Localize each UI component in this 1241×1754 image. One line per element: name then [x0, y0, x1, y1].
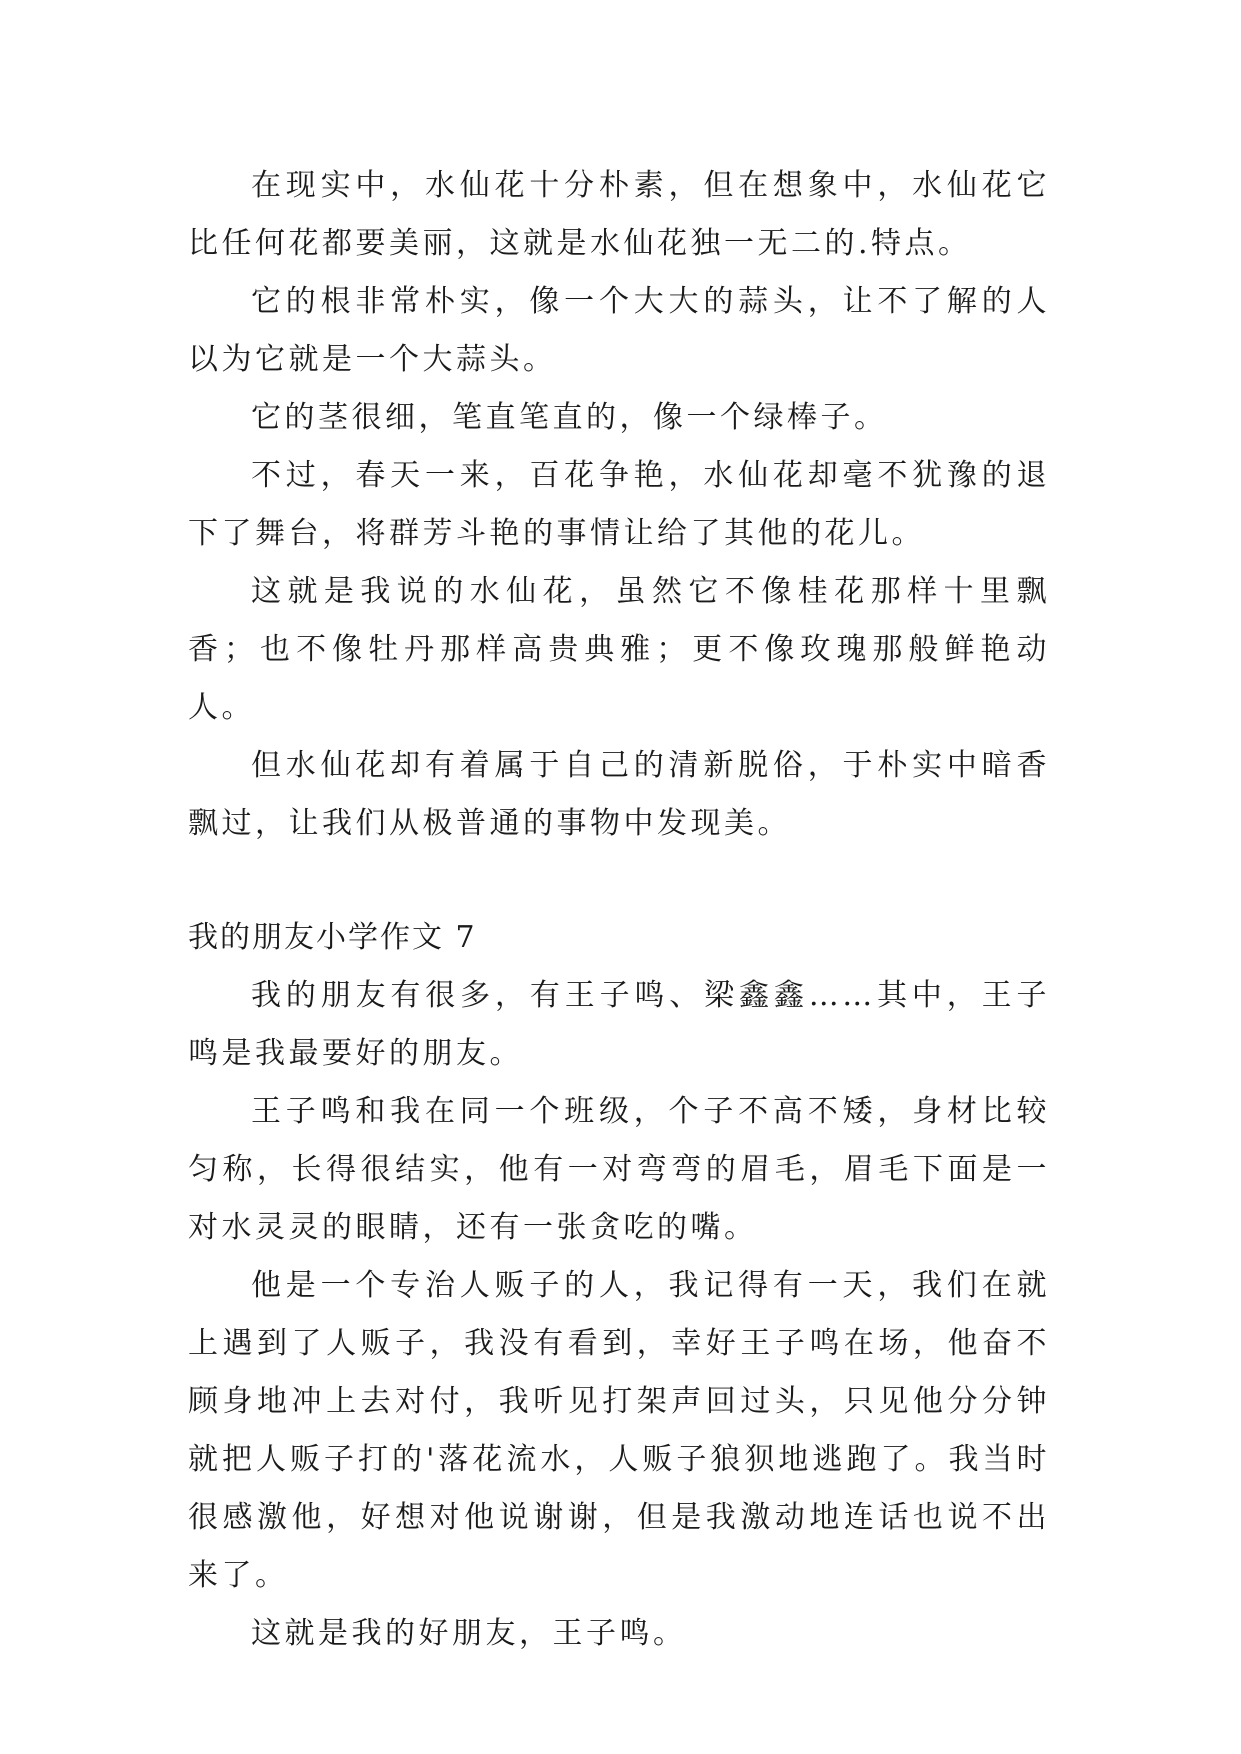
paragraph: 王子鸣和我在同一个班级，个子不高不矮，身材比较匀称，长得很结实，他有一对弯弯的眉毛，眉毛下面是一对水灵灵的眼睛，还有一张贪吃的嘴。 [188, 1094, 1050, 1245]
section-title: 我的朋友小学作文 7 [188, 920, 477, 955]
paragraph: 我的朋友有很多，有王子鸣、梁鑫鑫……其中，王子鸣是我最要好的朋友。 [188, 978, 1050, 1071]
paragraph: 这就是我说的水仙花，虽然它不像桂花那样十里飘香；也不像牡丹那样高贵典雅；更不像玫瑰那般鲜艳动人。 [188, 574, 1050, 725]
paragraph: 但水仙花却有着属于自己的清新脱俗，于朴实中暗香飘过，让我们从极普通的事物中发现美。 [188, 748, 1050, 841]
paragraph: 在现实中，水仙花十分朴素，但在想象中，水仙花它比任何花都要美丽，这就是水仙花独一无二的.特点。 [188, 168, 1050, 261]
document-body [188, 157, 1050, 1663]
paragraph: 他是一个专治人贩子的人，我记得有一天，我们在就上遇到了人贩子，我没有看到，幸好王子鸣在场，他奋不顾身地冲上去对付，我听见打架声回过头，只见他分分钟就把人贩子打的'落花流水，人贩子狼狈地逃跑了。我当时很感激他，好想对他说谢谢，但是我激动地连话也说不出来了。 [188, 1268, 1050, 1593]
paragraph: 这就是我的好朋友，王子鸣。 [251, 1616, 687, 1651]
paragraph: 它的根非常朴实，像一个大大的蒜头，让不了解的人以为它就是一个大蒜头。 [188, 284, 1050, 377]
paragraph: 它的茎很细，笔直笔直的，像一个绿棒子。 [251, 400, 888, 435]
paragraph: 不过，春天一来，百花争艳，水仙花却毫不犹豫的退下了舞台，将群芳斗艳的事情让给了其他的花儿。 [188, 458, 1050, 551]
